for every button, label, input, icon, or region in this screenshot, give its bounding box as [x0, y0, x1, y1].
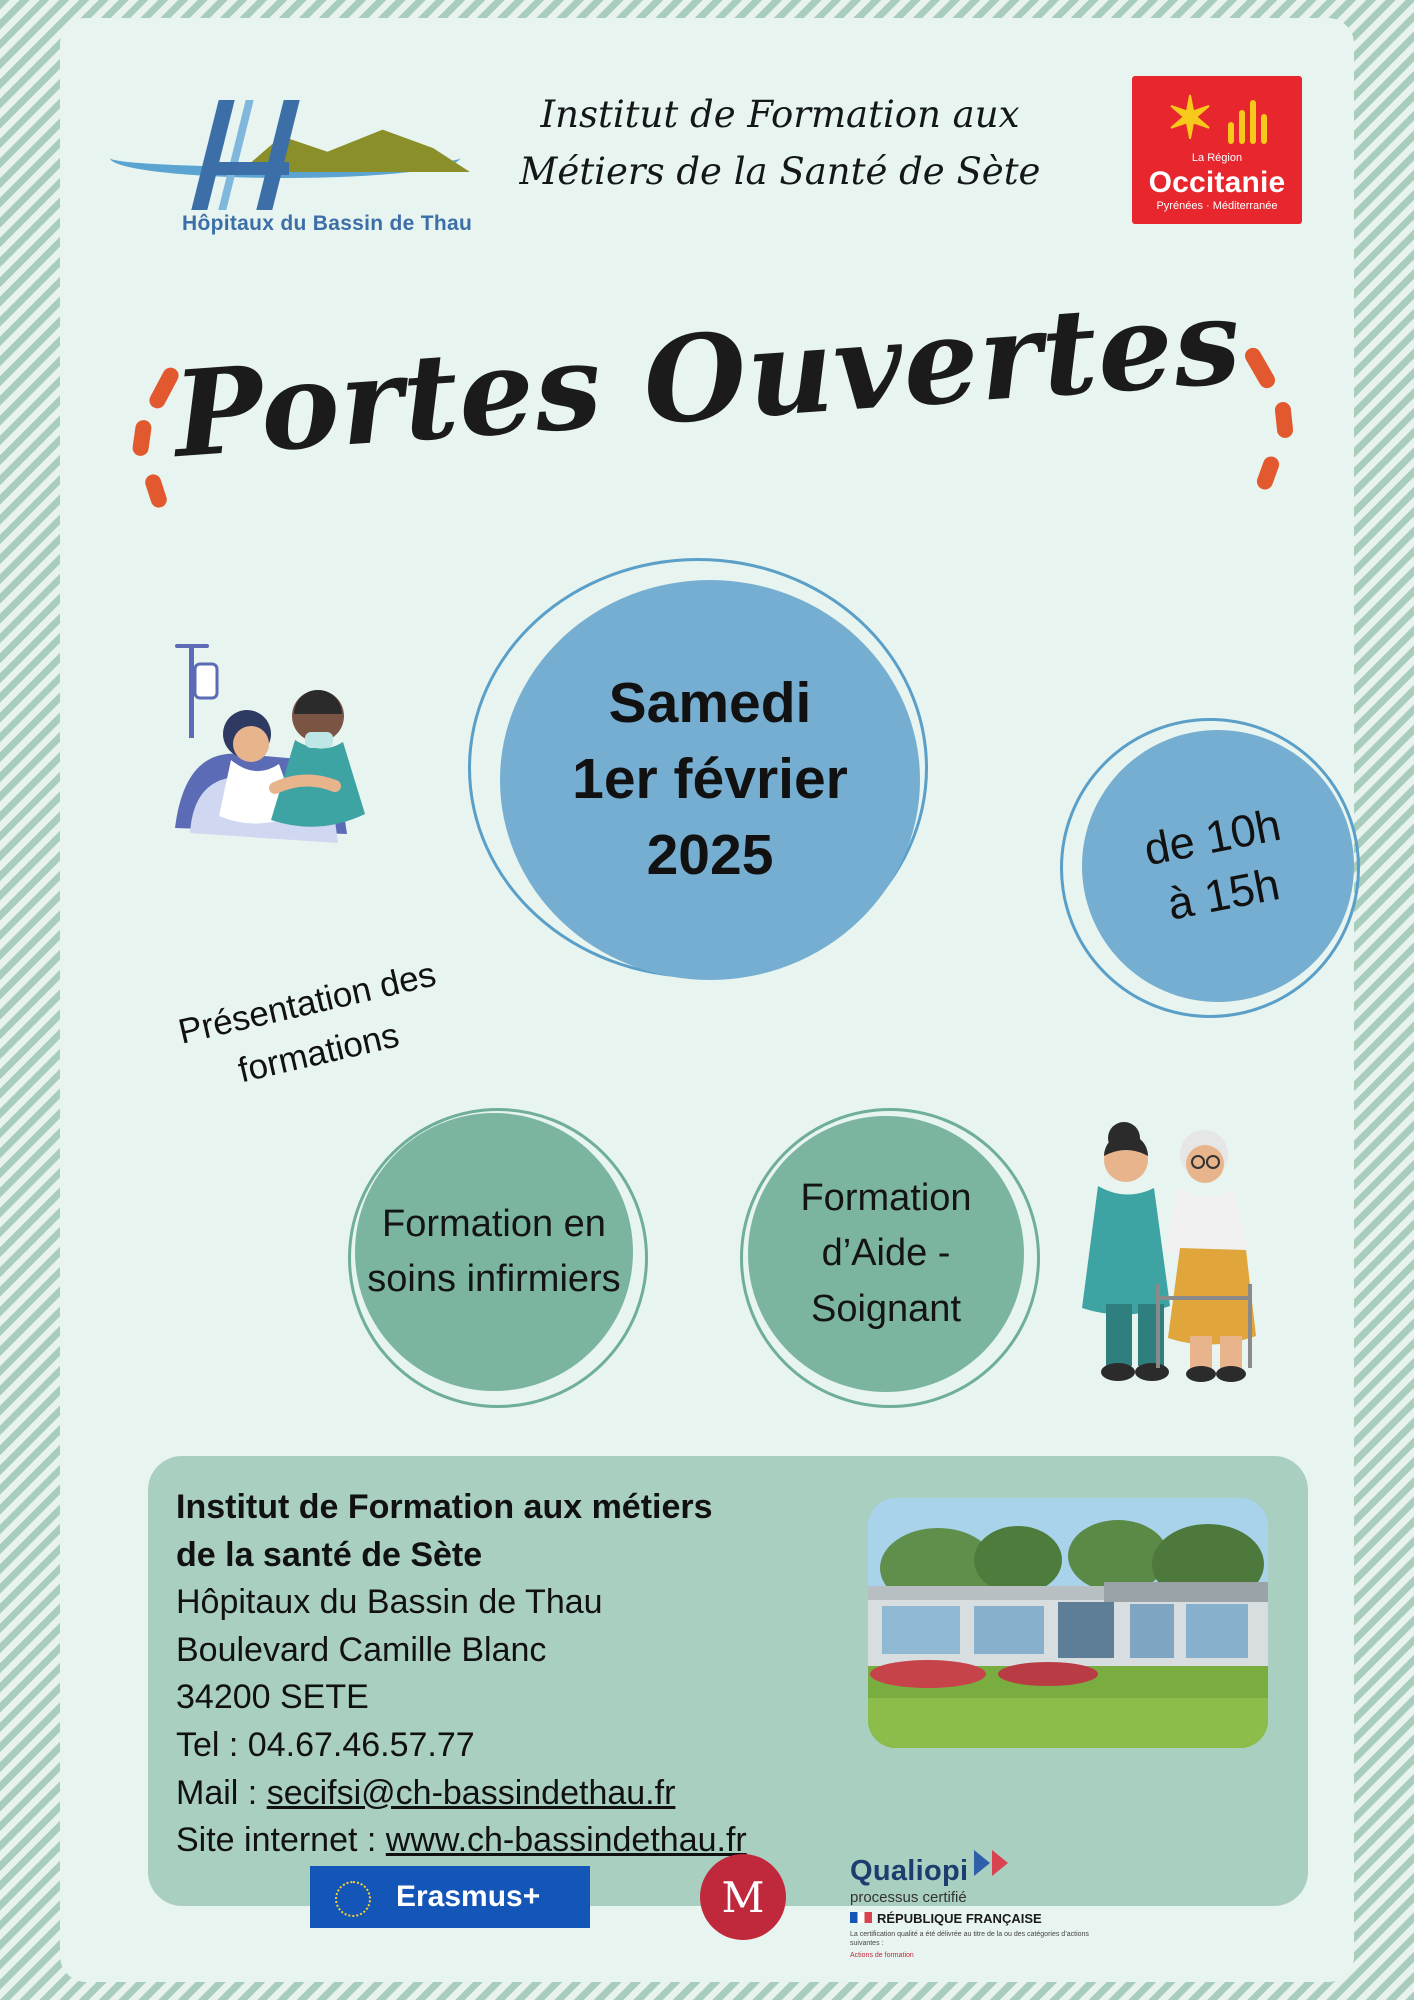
contact-street: Boulevard Camille Blanc	[176, 1630, 547, 1669]
formation-2-label: Formation d’Aide - Soignant	[800, 1177, 972, 1330]
footer-logos	[60, 1848, 1354, 1958]
occitanie-bars-icon	[1228, 94, 1276, 144]
erasmus-label: Erasmus+	[396, 1880, 541, 1913]
building-photo-graphic	[868, 1498, 1268, 1748]
poster-header	[60, 68, 1354, 235]
sparkle-icon-right-3	[1255, 454, 1282, 491]
occitanie-line-2: Occitanie	[1148, 166, 1286, 199]
formation-2-circle	[748, 1116, 1024, 1392]
sparkle-icon-right-1	[1242, 345, 1278, 391]
universite-montpellier-logo	[700, 1854, 786, 1940]
qualiopi-triangles-icon	[974, 1850, 1008, 1884]
region-occitanie-logo	[1132, 76, 1302, 224]
contact-mail-link[interactable]: secifsi@ch-bassindethau.fr	[266, 1773, 676, 1812]
contact-city: 34200 SETE	[176, 1678, 369, 1717]
nurse-patient-icon	[155, 628, 385, 868]
hours-line-2: à 15h	[1163, 858, 1284, 930]
formation-1-circle	[355, 1113, 633, 1391]
qualiopi-note: La certification qualité a été délivrée au titre de la ou des catégories d’actions suivantes :	[850, 1931, 1089, 1948]
occitan-cross-icon: ✶	[1165, 86, 1215, 151]
sparkle-icon-right-2	[1274, 401, 1294, 438]
contact-site-link[interactable]: www.ch-bassindethau.fr	[385, 1821, 747, 1860]
qualiopi-title-text: Qualiopi	[850, 1855, 969, 1887]
qualiopi-rf-row	[850, 1911, 1100, 1926]
sparkle-icon-left-2	[132, 419, 153, 457]
contact-mail-row	[176, 1770, 856, 1818]
contact-name-line-1: Institut de Formation aux métiers	[176, 1488, 713, 1526]
contact-site-label: Site internet :	[176, 1821, 386, 1860]
date-line-1: Samedi	[608, 671, 812, 736]
institute-title-line-1: Institut de Formation aux	[540, 93, 1020, 136]
contact-name-line-2: de la santé de Sète	[176, 1535, 483, 1574]
erasmus-plus-logo	[310, 1866, 590, 1928]
institute-title-line-2: Métiers de la Santé de Sète	[519, 150, 1041, 194]
nurse-patient-illustration	[155, 628, 385, 868]
institute-title	[515, 86, 1045, 201]
qualiopi-title	[850, 1850, 1100, 1888]
page-title: Portes Ouvertes	[168, 270, 1246, 485]
french-flag-icon	[850, 1912, 872, 1923]
building-photo	[868, 1498, 1268, 1748]
contact-box	[148, 1456, 1308, 1906]
poster	[60, 18, 1354, 1982]
date-circle	[500, 580, 920, 980]
date-line-2: 1er février	[572, 747, 848, 812]
caregiver-elderly-illustration	[1054, 1108, 1284, 1398]
hours-circle	[1059, 707, 1378, 1026]
qualiopi-subtitle: processus certifié	[850, 1889, 967, 1906]
hopitaux-du-bassin-de-thau-logo	[100, 90, 520, 235]
hours-line-1: de 10h	[1139, 798, 1285, 875]
caregiver-elderly-icon	[1054, 1108, 1284, 1398]
main-title-area	[60, 270, 1354, 485]
contact-phone: Tel : 04.67.46.57.77	[176, 1725, 475, 1764]
contact-mail-label: Mail :	[176, 1773, 267, 1812]
universite-initial: M	[721, 1872, 765, 1922]
date-line-3: 2025	[646, 822, 774, 887]
qualiopi-rf-label: RÉPUBLIQUE FRANÇAISE	[877, 1911, 1042, 1926]
contact-details	[176, 1484, 856, 1865]
logo-caption: Hôpitaux du Bassin de Thau	[182, 212, 473, 235]
occitanie-line-1: La Région	[1191, 152, 1243, 164]
occitanie-line-3: Pyrénées · Méditerranée	[1156, 200, 1278, 212]
eu-stars-icon	[328, 1878, 382, 1916]
contact-org: Hôpitaux du Bassin de Thau	[176, 1583, 603, 1622]
formation-1-label: Formation en soins infirmiers	[367, 1202, 621, 1300]
qualiopi-logo	[850, 1850, 1100, 1959]
sparkle-icon-left-3	[143, 472, 169, 509]
logo-h-crossbar	[205, 162, 289, 175]
qualiopi-note-2: Actions de formation	[850, 1951, 914, 1959]
presentation-label: Présentation des formations	[174, 954, 440, 1091]
